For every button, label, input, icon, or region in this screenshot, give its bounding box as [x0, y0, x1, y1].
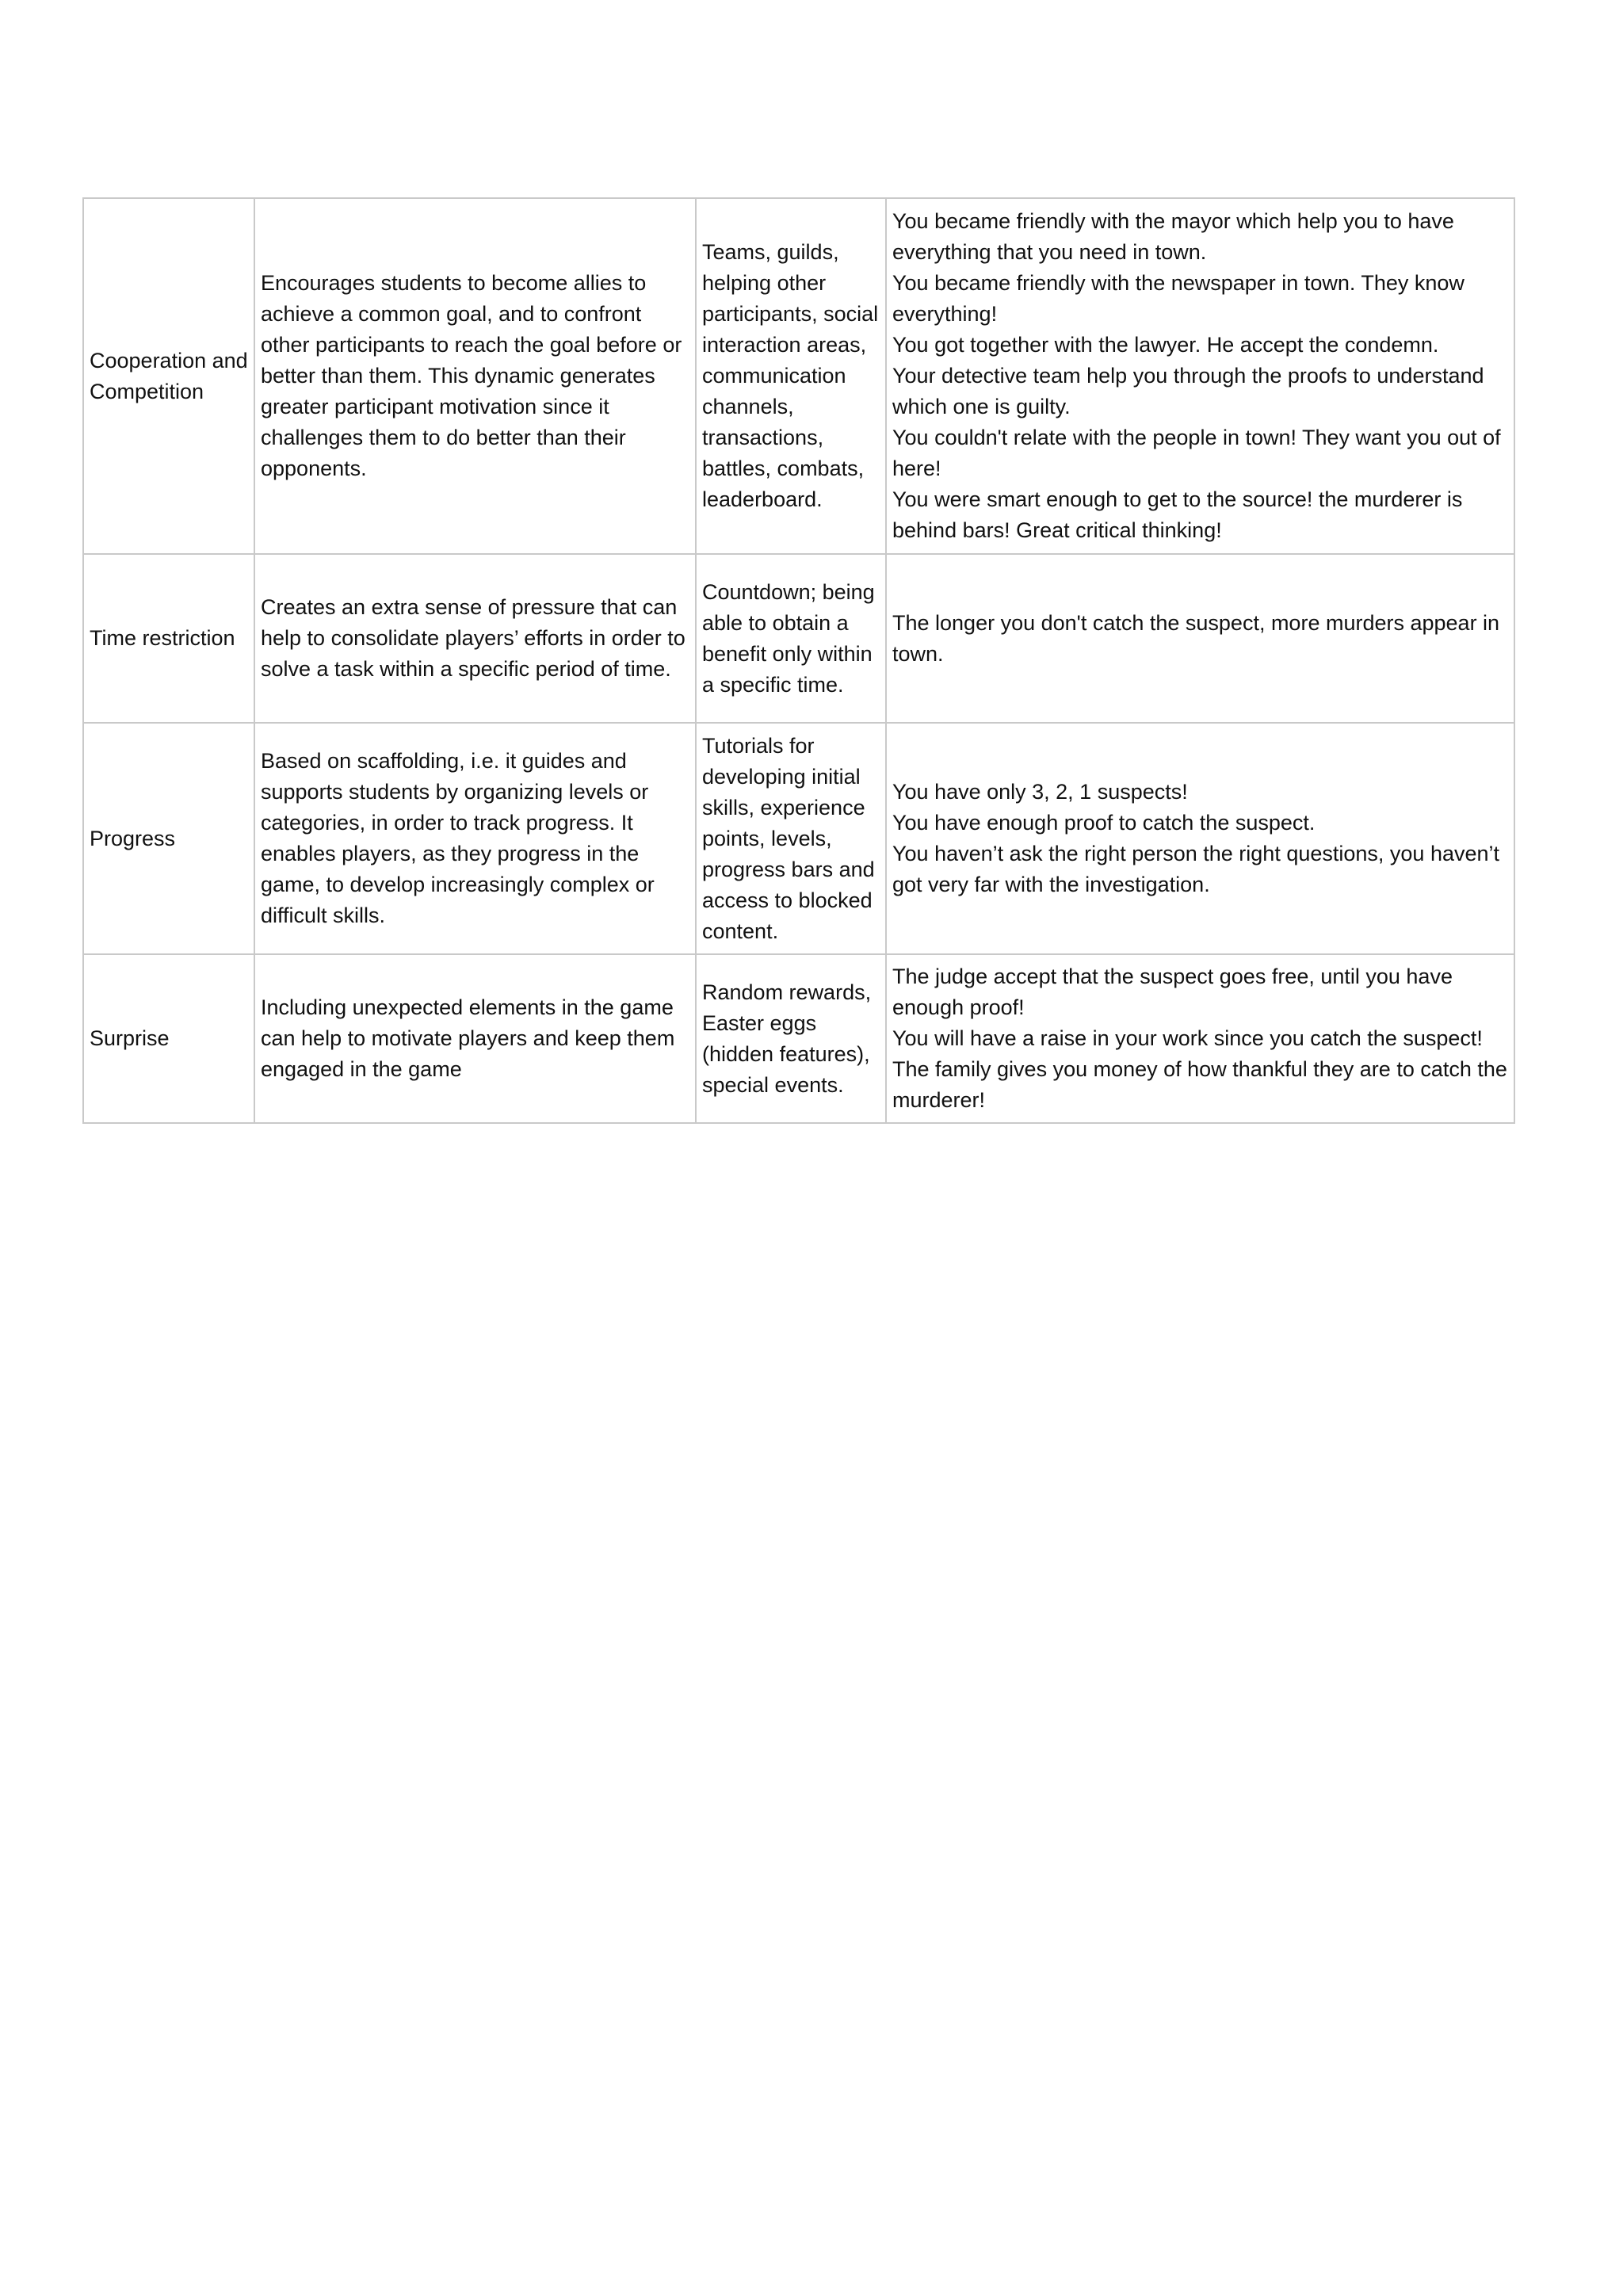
element-cell: Progress	[83, 723, 254, 954]
game-line: You became friendly with the mayor which help you to have everything that you need in town.	[892, 209, 1454, 264]
game-line: You will have a raise in your work since you catch the suspect!	[892, 1026, 1483, 1050]
game-line: The judge accept that the suspect goes free, until you have enough proof!	[892, 965, 1453, 1019]
game-line: You have only 3, 2, 1 suspects!	[892, 780, 1188, 804]
game-line: The longer you don't catch the suspect, more murders appear in town.	[892, 610, 1500, 666]
examples-cell: Countdown; being able to obtain a benefit only within a specific time.	[696, 554, 886, 723]
table-row	[83, 954, 1514, 1123]
game-lines-cell	[886, 198, 1514, 554]
game-line: Your detective team help you through the proofs to understand which one is guilty.	[892, 364, 1484, 418]
element-cell: Time restriction	[83, 554, 254, 723]
game-line: You were smart enough to get to the source! the murderer is behind bars! Great critical thinking!	[892, 487, 1463, 542]
element-cell: Cooperation and Competition	[83, 198, 254, 554]
game-lines-cell	[886, 554, 1514, 723]
table-row	[83, 554, 1514, 723]
examples-cell: Random rewards, Easter eggs (hidden features), special events.	[696, 954, 886, 1123]
table-row	[83, 198, 1514, 554]
examples-cell: Tutorials for developing initial skills, experience points, levels, progress bars and access to blocked content.	[696, 723, 886, 954]
table-row	[83, 723, 1514, 954]
game-line: You have enough proof to catch the suspect.	[892, 811, 1316, 835]
description-cell: Including unexpected elements in the game can help to motivate players and keep them engaged in the game	[254, 954, 696, 1123]
examples-cell: Teams, guilds, helping other participants, social interaction areas, communication channels, transactions, battles, combats, leaderboard.	[696, 198, 886, 554]
game-line: You couldn't relate with the people in town! They want you out of here!	[892, 426, 1501, 480]
game-line: You haven’t ask the right person the right questions, you haven’t got very far with the investigation.	[892, 842, 1500, 896]
element-cell: Surprise	[83, 954, 254, 1123]
game-lines-cell	[886, 954, 1514, 1123]
description-cell: Creates an extra sense of pressure that can help to consolidate players’ efforts in order to solve a task within a specific period of time.	[254, 554, 696, 723]
game-lines-cell	[886, 723, 1514, 954]
game-line: The family gives you money of how thankful they are to catch the murderer!	[892, 1057, 1507, 1112]
description-cell: Encourages students to become allies to achieve a common goal, and to confront other participants to reach the goal before or better than them. This dynamic generates greater participant motivation since it challenges them to do better than their opponents.	[254, 198, 696, 554]
gamification-table	[82, 197, 1515, 1124]
description-cell: Based on scaffolding, i.e. it guides and supports students by organizing levels or categories, in order to track progress. It enables players, as they progress in the game, to develop increasingly complex or difficult skills.	[254, 723, 696, 954]
game-line: You got together with the lawyer. He accept the condemn.	[892, 333, 1439, 357]
game-line: You became friendly with the newspaper in town. They know everything!	[892, 271, 1465, 326]
